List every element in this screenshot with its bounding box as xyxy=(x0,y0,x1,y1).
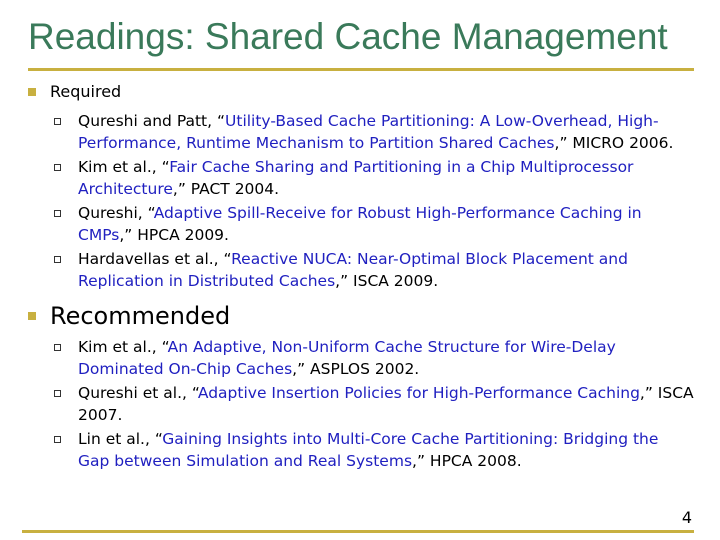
reading-venue: ,” HPCA 2008. xyxy=(412,452,522,470)
reading-title-link[interactable]: Fair Cache Sharing and Partitioning in a Chip Multiprocessor Architecture xyxy=(78,158,634,198)
required-heading-label: Required xyxy=(50,82,122,101)
reading-authors: Lin et al., “ xyxy=(78,430,163,448)
reading-venue: ,” HPCA 2009. xyxy=(119,226,229,244)
reading-item xyxy=(54,382,694,426)
reading-venue: ,” ISCA 2009. xyxy=(335,272,439,290)
hollow-square-bullet-icon xyxy=(54,256,61,263)
required-heading xyxy=(28,82,121,102)
reading-authors: Qureshi, “ xyxy=(78,204,154,222)
reading-venue: ,” PACT 2004. xyxy=(172,180,280,198)
hollow-square-bullet-icon xyxy=(54,118,61,125)
slide-title: Readings: Shared Cache Management xyxy=(28,16,668,57)
recommended-readings-list xyxy=(54,336,694,474)
reading-venue: ,” ASPLOS 2002. xyxy=(292,360,420,378)
square-bullet-icon xyxy=(28,88,36,96)
hollow-square-bullet-icon xyxy=(54,344,61,351)
square-bullet-icon xyxy=(28,312,36,320)
reading-title-link[interactable]: An Adaptive, Non-Uniform Cache Structure for Wire-Delay Dominated On-Chip Caches xyxy=(78,338,616,378)
reading-title-link[interactable]: Reactive NUCA: Near-Optimal Block Placement and Replication in Distributed Caches xyxy=(78,250,628,290)
hollow-square-bullet-icon xyxy=(54,436,61,443)
reading-item xyxy=(54,110,694,154)
hollow-square-bullet-icon xyxy=(54,164,61,171)
reading-title-link[interactable]: Adaptive Spill-Receive for Robust High-Performance Caching in CMPs xyxy=(78,204,642,244)
recommended-heading-label: Recommended xyxy=(50,302,231,330)
reading-venue: ,” ISCA 2007. xyxy=(78,384,694,424)
hollow-square-bullet-icon xyxy=(54,210,61,217)
reading-item xyxy=(54,156,694,200)
reading-authors: Qureshi and Patt, “ xyxy=(78,112,226,130)
reading-venue: ,” MICRO 2006. xyxy=(554,134,674,152)
reading-item xyxy=(54,428,694,472)
reading-item xyxy=(54,336,694,380)
required-readings-list xyxy=(54,110,694,294)
reading-title-link[interactable]: Utility-Based Cache Partitioning: A Low-Overhead, High-Performance, Runtime Mechanism to Partition Shared Caches xyxy=(78,112,659,152)
reading-authors: Kim et al., “ xyxy=(78,338,168,356)
slide-number: 4 xyxy=(681,508,692,527)
reading-authors: Qureshi et al., “ xyxy=(78,384,198,402)
recommended-heading xyxy=(28,302,230,330)
reading-item xyxy=(54,248,694,292)
title-divider xyxy=(28,68,694,71)
reading-item xyxy=(54,202,694,246)
footer-divider xyxy=(22,530,694,533)
reading-title-link[interactable]: Gaining Insights into Multi-Core Cache Partitioning: Bridging the Gap between Simulation and Real Systems xyxy=(78,430,659,470)
reading-authors: Kim et al., “ xyxy=(78,158,170,176)
reading-authors: Hardavellas et al., “ xyxy=(78,250,232,268)
hollow-square-bullet-icon xyxy=(54,390,61,397)
reading-title-link[interactable]: Adaptive Insertion Policies for High-Performance Caching xyxy=(197,384,640,402)
